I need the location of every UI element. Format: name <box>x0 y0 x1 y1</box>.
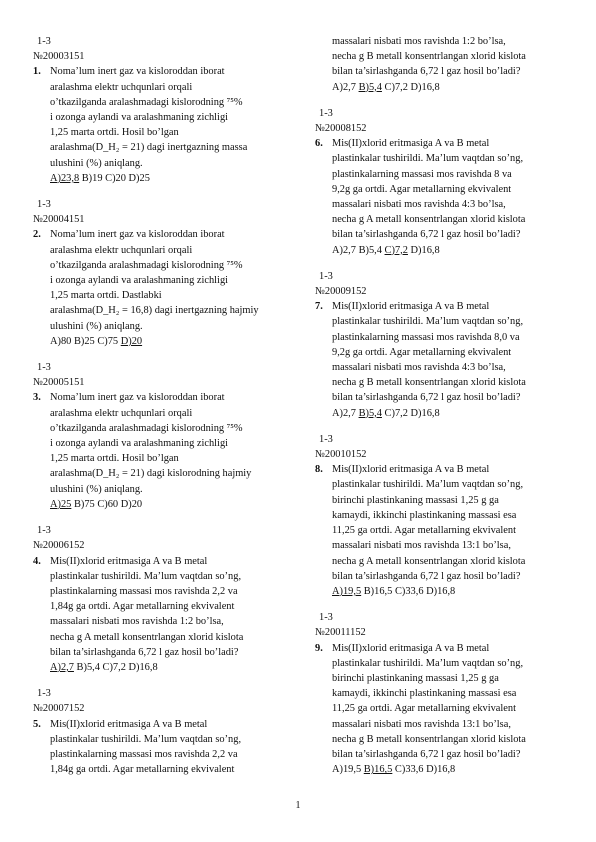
question-line: necha g A metall konsentrlangan xlorid kislota <box>332 555 526 567</box>
question-line: bilan ta’sirlashganda 6,72 l gaz hosil bo’ladi? <box>332 66 521 78</box>
answer-option: B)19 <box>79 172 106 184</box>
answer-option: C)33,6 <box>394 585 427 597</box>
answer-option: D)20 <box>120 498 143 510</box>
question-line: Mis(II)xlorid eritmasiga A va B metal <box>332 301 490 313</box>
question-line: plastinkalarning massasi mos ravishda 8,0 va <box>332 331 520 343</box>
answer-option: D)16,8 <box>128 661 158 673</box>
question-line: massalari nisbati mos ravishda 1:2 bo’lsa, <box>332 36 506 47</box>
answer-option: D)16,8 <box>410 81 440 93</box>
right-column <box>315 34 577 788</box>
question-line: necha g B metall konsentrlangan xlorid kislota <box>332 733 526 745</box>
question-index: 6. <box>315 138 323 150</box>
answer-option: A)19,5 <box>332 585 362 597</box>
answer-option: B)5,4 <box>73 661 103 673</box>
question-line: aralashma(D_H₂ = 21) dagi inertgazning massa <box>50 142 248 154</box>
question-tag: 1-3 <box>37 199 51 211</box>
left-column <box>33 34 295 788</box>
question-line: aralashma elektr uchqunlari orqali <box>50 407 193 419</box>
answer-options <box>50 171 295 186</box>
question-line: o’tkazilganda aralashmadagi kislorodning ⁷⁵% <box>50 259 243 271</box>
question-tag: 1-3 <box>37 362 51 374</box>
question-body <box>315 136 577 258</box>
question-tag: 1-3 <box>319 270 333 282</box>
question-body <box>33 717 295 778</box>
question-block <box>33 34 295 186</box>
question-line: Mis(II)xlorid eritmasiga A va B metal <box>50 555 208 567</box>
question-line: Noma’lum inert gaz va kisloroddan iborat <box>50 392 225 404</box>
page-number: 1 <box>295 800 301 811</box>
question-index: 4. <box>33 555 41 567</box>
answer-option: A)2,7 <box>332 407 359 419</box>
answer-option: B)5,4 <box>358 407 382 419</box>
question-line: birinchi plastinkaning massasi 1,25 g ga <box>332 494 499 506</box>
question-block <box>33 523 295 675</box>
question-line: kamaydi, ikkinchi plastinkaning massasi esa <box>332 509 517 521</box>
answer-option: C)60 <box>97 498 121 510</box>
question-line: necha g B metall konsentrlangan xlorid kislota <box>332 51 526 63</box>
answer-options <box>50 660 295 675</box>
question-line: Noma’lum inert gaz va kisloroddan iborat <box>50 229 225 241</box>
question-block <box>33 686 295 777</box>
question-line: 9,2g ga ortdi. Agar metallarning ekvivalent <box>332 183 512 195</box>
answer-option: B)5,4 <box>358 81 382 93</box>
question-line: massalari nisbati mos ravishda 13:1 bo’lsa, <box>332 718 511 730</box>
question-line: aralashma(D_H₂ = 21) dagi kislorodning hajmiy <box>50 468 252 480</box>
question-tag: 1-3 <box>319 107 333 119</box>
question-number: №20010152 <box>315 449 367 461</box>
question-body <box>315 641 577 778</box>
question-line: i ozonga aylandi va aralashmaning zichligi <box>50 438 229 450</box>
answer-option: C)20 <box>105 172 129 184</box>
question-line: plastinkalar tushirildi. Ma’lum vaqtdan so’ng, <box>332 316 524 328</box>
question-block <box>315 432 577 599</box>
question-tag: 1-3 <box>37 525 51 537</box>
question-number: №20006152 <box>33 540 85 552</box>
question-line: 1,25 marta ortdi. Hosil bo’lgan <box>50 453 179 465</box>
answer-option: B)75 <box>71 498 98 510</box>
question-index: 2. <box>33 229 41 241</box>
question-block <box>315 34 577 95</box>
question-body <box>315 34 577 95</box>
answer-option: C)7,2 <box>102 661 129 673</box>
question-line: ulushini (%) aniqlang. <box>50 157 143 169</box>
answer-option: D)20 <box>120 335 143 347</box>
answer-option: C)7,2 <box>381 407 411 419</box>
answer-options <box>50 334 295 349</box>
answer-option: B)5,4 <box>358 244 385 256</box>
question-line: massalari nisbati mos ravishda 4:3 bo’lsa, <box>332 199 506 211</box>
question-line: aralashma elektr uchqunlari orqali <box>50 244 193 256</box>
answer-option: A)80 <box>50 335 74 347</box>
question-line: bilan ta’sirlashganda 6,72 l gaz hosil bo’ladi? <box>332 229 521 241</box>
question-line: i ozonga aylandi va aralashmaning zichligi <box>50 112 229 124</box>
question-number: №20008152 <box>315 123 367 135</box>
question-line: Mis(II)xlorid eritmasiga A va B metal <box>50 718 208 730</box>
question-body <box>33 554 295 676</box>
answer-option: D)16,8 <box>410 407 440 419</box>
question-line: 11,25 ga ortdi. Agar metallarning ekvivalent <box>332 525 516 537</box>
question-tag: 1-3 <box>37 688 51 700</box>
question-line: o’tkazilganda aralashmadagi kislorodning ⁷⁵% <box>50 96 243 108</box>
question-line: necha g A metall konsentrlangan xlorid kislota <box>332 214 526 226</box>
answer-option: C)7,2 <box>381 81 411 93</box>
answer-option: C)75 <box>97 335 121 347</box>
answer-option: B)16,5 <box>361 585 395 597</box>
question-line: massalari nisbati mos ravishda 4:3 bo’lsa, <box>332 362 506 374</box>
answer-option: D)16,8 <box>426 585 456 597</box>
question-line: ulushini (%) aniqlang. <box>50 483 143 495</box>
answer-option: D)16,8 <box>407 244 440 256</box>
question-line: ulushini (%) aniqlang. <box>50 320 143 332</box>
question-line: Mis(II)xlorid eritmasiga A va B metal <box>332 642 490 654</box>
question-line: 11,25 ga ortdi. Agar metallarning ekvivalent <box>332 703 516 715</box>
question-body <box>33 64 295 186</box>
answer-option: A)2,7 <box>332 81 359 93</box>
question-number: №20007152 <box>33 703 85 715</box>
question-line: 9,2g ga ortdi. Agar metallarning ekvivalent <box>332 346 512 358</box>
question-line: plastinkalar tushirildi. Ma’lum vaqtdan so’ng, <box>50 570 242 582</box>
question-line: Noma’lum inert gaz va kisloroddan iborat <box>50 66 225 78</box>
question-line: Mis(II)xlorid eritmasiga A va B metal <box>332 464 490 476</box>
answer-option: D)25 <box>128 172 150 184</box>
answer-option: B)25 <box>73 335 98 347</box>
question-number: №20011152 <box>315 627 366 639</box>
question-body <box>315 462 577 599</box>
answer-option: A)25 <box>50 498 72 510</box>
question-line: massalari nisbati mos ravishda 13:1 bo’lsa, <box>332 540 511 552</box>
question-block <box>33 360 295 512</box>
question-line: kamaydi, ikkinchi plastinkaning massasi esa <box>332 688 517 700</box>
question-number: №20003151 <box>33 51 85 63</box>
question-line: plastinkalar tushirildi. Ma’lum vaqtdan so’ng, <box>332 479 524 491</box>
question-line: aralashma(D_H₂ = 16,8) dagi inertgazning hajmiy <box>50 305 259 317</box>
question-line: Mis(II)xlorid eritmasiga A va B metal <box>332 138 490 150</box>
question-line: 1,25 marta ortdi. Hosil bo’lgan <box>50 127 179 139</box>
question-body <box>33 227 295 349</box>
question-line: i ozonga aylandi va aralashmaning zichligi <box>50 275 229 287</box>
question-body <box>315 299 577 421</box>
question-index: 3. <box>33 392 41 404</box>
answer-option: B)16,5 <box>363 764 393 776</box>
answer-option: C)33,6 <box>392 764 427 776</box>
answer-option: D)16,8 <box>426 764 456 776</box>
question-index: 5. <box>33 718 41 730</box>
question-number: №20009152 <box>315 286 367 298</box>
question-line: necha g B metall konsentrlangan xlorid kislota <box>332 377 526 389</box>
answer-option: A)2,7 <box>332 244 359 256</box>
question-line: bilan ta’sirlashganda 6,72 l gaz hosil bo’ladi? <box>332 570 521 582</box>
question-line: plastinkalarning massasi mos ravishda 8 va <box>332 168 512 180</box>
question-line: 1,84g ga ortdi. Agar metallarning ekvivalent <box>50 601 235 613</box>
question-line: plastinkalar tushirildi. Ma’lum vaqtdan so’ng, <box>332 153 524 165</box>
question-line: plastinkalarning massasi mos ravishda 2,2 va <box>50 748 238 760</box>
question-body <box>33 390 295 512</box>
question-line: birinchi plastinkaning massasi 1,25 g ga <box>332 672 499 684</box>
answer-options <box>332 762 577 777</box>
answer-options <box>332 243 577 258</box>
question-line: bilan ta’sirlashganda 6,72 l gaz hosil bo’ladi? <box>50 646 239 658</box>
answer-option: A)2,7 <box>50 661 74 673</box>
question-index: 8. <box>315 464 323 476</box>
question-number: №20005151 <box>33 377 85 389</box>
question-index: 9. <box>315 642 323 654</box>
question-tag: 1-3 <box>319 433 333 445</box>
question-index: 1. <box>33 66 41 78</box>
question-line: bilan ta’sirlashganda 6,72 l gaz hosil bo’ladi? <box>332 748 521 760</box>
question-block <box>315 269 577 421</box>
answer-options <box>332 584 577 599</box>
question-line: 1,84g ga ortdi. Agar metallarning ekvivalent <box>50 764 235 776</box>
question-block <box>315 106 577 258</box>
answer-options <box>50 497 295 512</box>
question-line: 1,25 marta ortdi. Dastlabki <box>50 290 162 302</box>
question-line: o’tkazilganda aralashmadagi kislorodning ⁷⁵% <box>50 422 243 434</box>
answer-option: A)19,5 <box>332 764 364 776</box>
question-line: necha g A metall konsentrlangan xlorid kislota <box>50 631 244 643</box>
question-tag: 1-3 <box>319 612 333 624</box>
question-index: 7. <box>315 301 323 313</box>
question-number: №20004151 <box>33 214 85 226</box>
question-line: plastinkalarning massasi mos ravishda 2,2 va <box>50 585 238 597</box>
question-line: plastinkalar tushirildi. Ma’lum vaqtdan so’ng, <box>50 733 242 745</box>
question-tag: 1-3 <box>37 36 51 47</box>
question-line: bilan ta’sirlashganda 6,72 l gaz hosil bo’ladi? <box>332 392 521 404</box>
answer-option: A)23,8 <box>50 172 80 184</box>
question-block <box>33 197 295 349</box>
question-line: plastinkalar tushirildi. Ma’lum vaqtdan so’ng, <box>332 657 524 669</box>
answer-options <box>332 80 577 95</box>
question-line: massalari nisbati mos ravishda 1:2 bo’lsa, <box>50 616 224 628</box>
answer-options <box>332 406 577 421</box>
question-block <box>315 610 577 777</box>
question-line: aralashma elektr uchqunlari orqali <box>50 81 193 93</box>
answer-option: C)7,2 <box>384 244 408 256</box>
